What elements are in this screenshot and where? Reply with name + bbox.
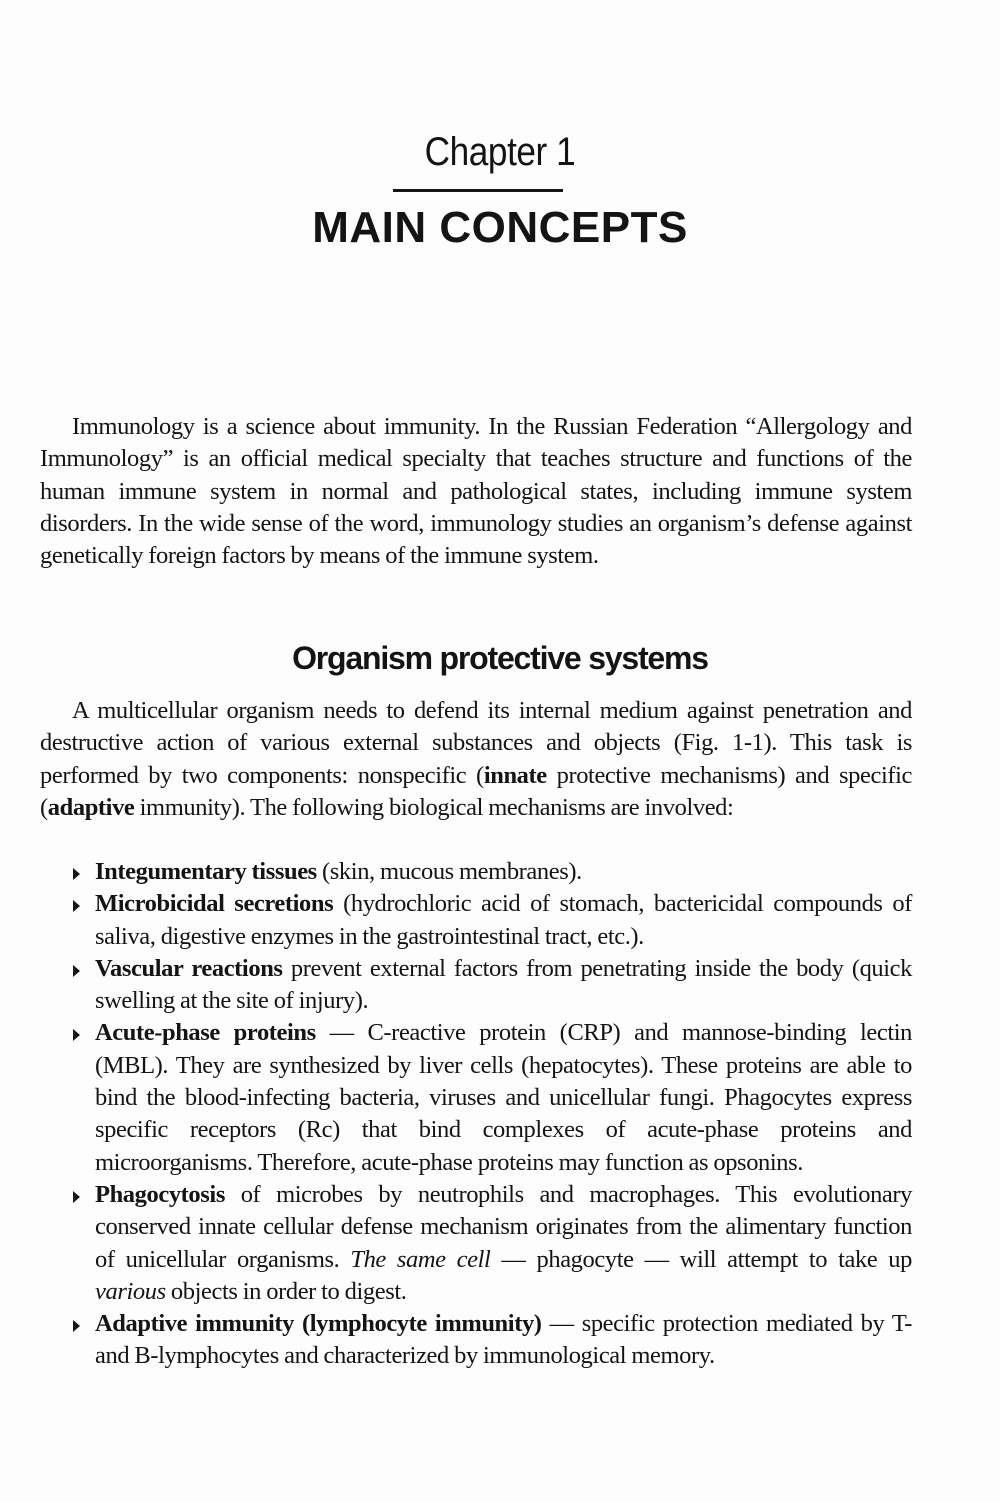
para-text: A multicellular organism needs to defend its internal medium against penetration and destructive action of various external substances and objects (Fig. 1-1). This task is performed by two components: nonspecific ( <box>40 697 912 789</box>
list-item-text: — specific protection mediated by T- and B-lymphocytes and characterized by immunological memory. <box>95 1310 912 1370</box>
term-innate: innate <box>483 761 547 789</box>
triangle-bullet-icon <box>73 900 80 912</box>
list-item-term: Integumentary tissues <box>95 858 317 885</box>
list-item <box>40 888 912 953</box>
list-item-term: Microbicidal secretions <box>95 890 334 918</box>
list-item-term: Phagocytosis <box>95 1180 225 1208</box>
mechanisms-list <box>40 856 912 1373</box>
list-item-text: (hydrochloric acid of stomach, bactericidal compounds of saliva, digestive enzymes in the gastrointestinal tract, etc.). <box>95 890 912 950</box>
para-text: protective mechanisms) and specific ( <box>40 761 912 821</box>
chapter-title: MAIN CONCEPTS <box>312 203 688 252</box>
emphasis-text: The same cell <box>350 1245 491 1273</box>
list-item-text: prevent external factors from penetrating inside the body (quick swelling at the site of injury). <box>95 954 913 1015</box>
triangle-bullet-icon <box>73 965 80 977</box>
intro-paragraph: Immunology is a science about immunity. In the Russian Federation “Allergology and Immunology” is an official medical specialty that teaches structure and functions of the human immune system in normal and pathological states, including immune system disorders. In the wide sense of the word, immunology studies an organism’s defense against genetically foreign factors by means of the immune system. <box>40 413 912 570</box>
triangle-bullet-icon <box>73 1029 80 1041</box>
list-item <box>40 1017 912 1178</box>
section-heading: Organism protective systems <box>292 640 708 676</box>
list-item <box>40 856 912 888</box>
list-item <box>40 953 912 1018</box>
list-item-text: (skin, mucous membranes). <box>316 858 582 885</box>
triangle-bullet-icon <box>73 1191 80 1203</box>
list-item-text: — phagocyte — will attempt to take up <box>490 1245 913 1273</box>
list-item-text: — C-reactive protein (CRP) and mannose-binding lectin (MBL). They are synthesized by liver cells (hepatocytes). These proteins are able to bind the blood-infecting bacteria, viruses and unicellular fungi. Phagocytes express specific receptors (Rc) that bind complexes of acute-phase proteins and microorganisms. Therefore, acute-phase proteins may function as opsonins. <box>95 1019 912 1176</box>
list-item <box>40 1179 912 1308</box>
list-item-term: Vascular reactions <box>95 954 283 982</box>
list-item <box>40 1308 912 1373</box>
para-text: immunity). The following biological mechanisms are involved: <box>134 793 734 821</box>
emphasis-text: various <box>95 1277 166 1305</box>
list-item-text: objects in order to digest. <box>165 1277 407 1305</box>
chapter-underline <box>393 189 563 192</box>
triangle-bullet-icon <box>73 1320 80 1332</box>
term-adaptive: adaptive <box>47 793 135 821</box>
list-item-text: of microbes by neutrophils and macrophages. This evolutionary conserved innate cellular defense mechanism originates from the alimentary function of unicellular organisms. <box>95 1180 912 1273</box>
triangle-bullet-icon <box>73 868 80 880</box>
list-item-term: Acute-phase proteins <box>95 1019 316 1047</box>
list-item-term: Adaptive immunity (lymphocyte immunity) <box>95 1310 542 1338</box>
chapter-label: Chapter 1 <box>424 130 576 174</box>
section-paragraph <box>40 695 912 824</box>
